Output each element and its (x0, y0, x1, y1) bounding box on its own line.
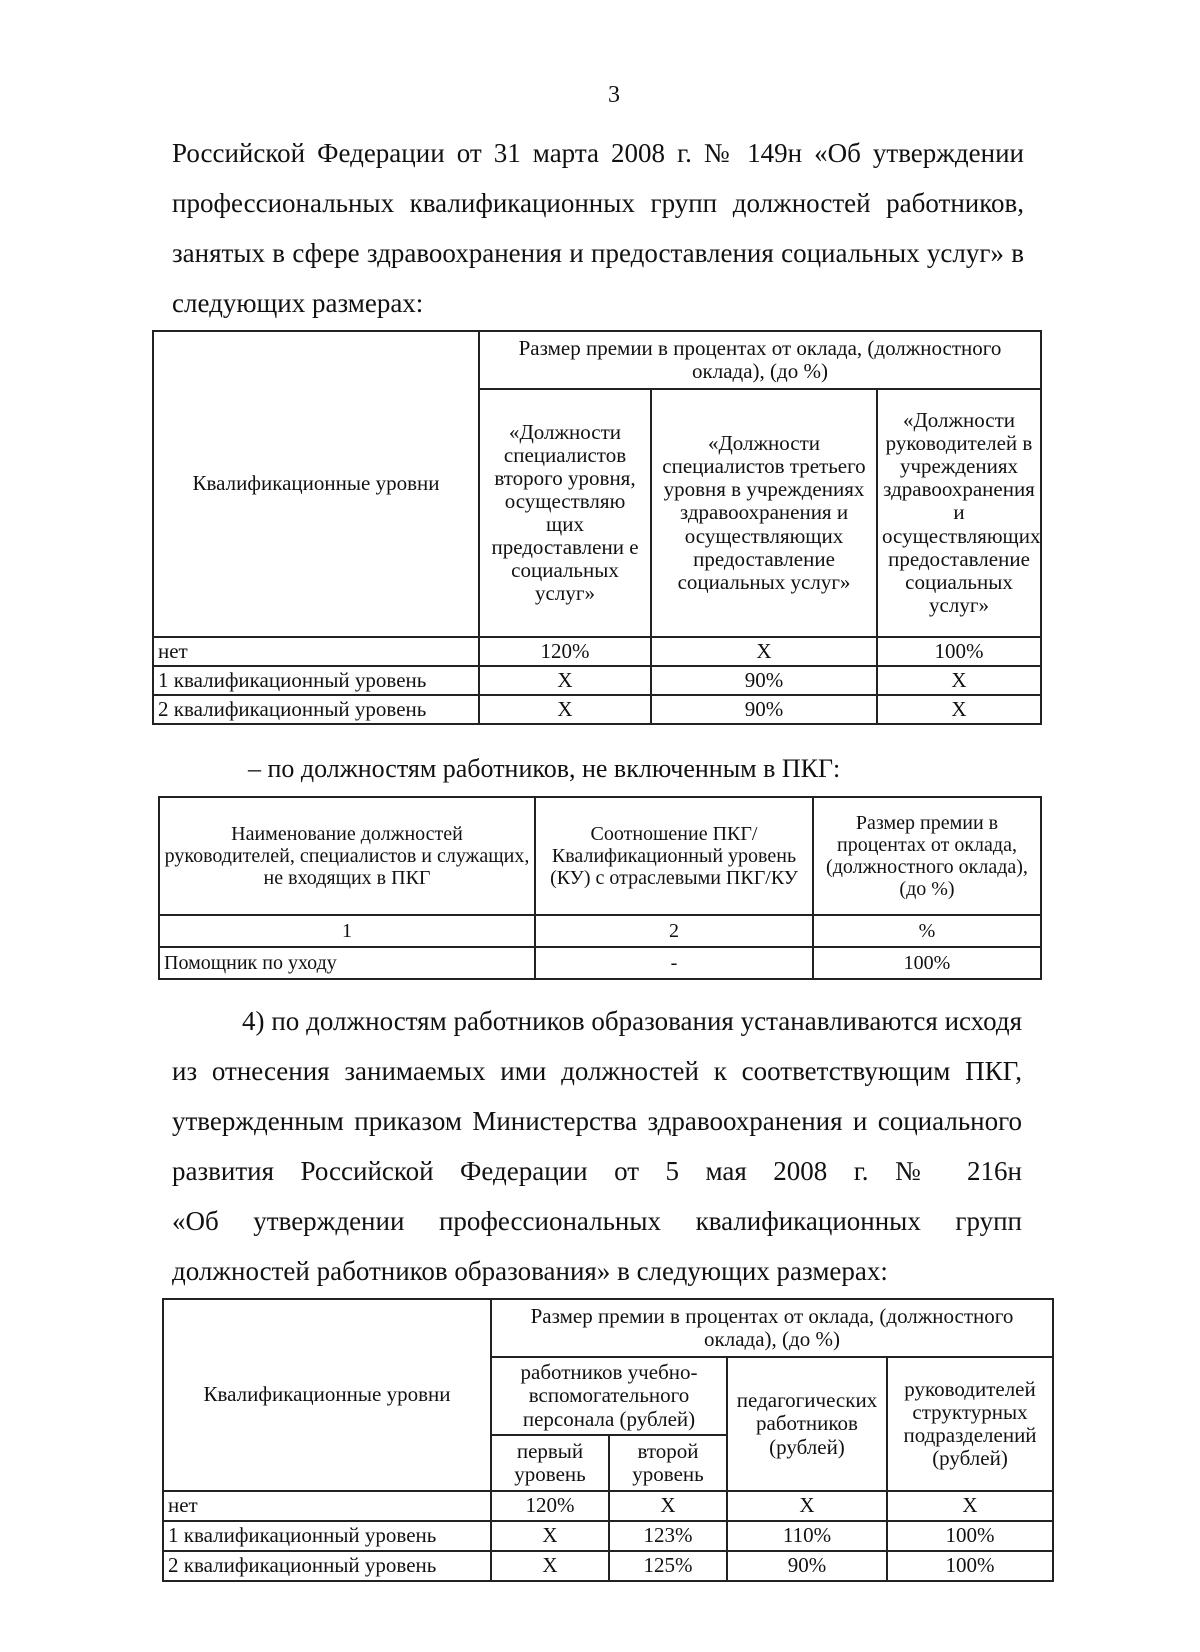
value-cell: X (491, 1551, 609, 1581)
para4-line: развития Российской Федерации от 5 мая 2008 г. № 216н (172, 1156, 1022, 1186)
value-cell: 100% (877, 637, 1041, 666)
ratio-header: Соотношение ПКГ/Квалификационный уровень (КУ) с отраслевыми ПКГ/КУ (535, 797, 813, 915)
value-cell: X (479, 695, 651, 724)
table-row (153, 666, 1041, 695)
aux-second-level-header: второй уровень (609, 1435, 727, 1491)
para4-line: из отнесения занимаемых ими должностей к соответствующим ПКГ, (172, 1056, 1022, 1086)
value-cell: X (877, 695, 1041, 724)
table-row (163, 1521, 1053, 1551)
numbering-cell: % (813, 915, 1041, 947)
name-header: Наименование должностей руководителей, специалистов и служащих, не входящих в ПКГ (159, 797, 535, 915)
value-cell: X (479, 666, 651, 695)
table-row (163, 1551, 1053, 1581)
intro-paragraph (172, 128, 1024, 328)
value-cell: 100% (887, 1521, 1053, 1551)
intro-line: Российской Федерации от 31 марта 2008 г. № 149н «Об утверждении (172, 138, 1024, 168)
table-row (163, 1491, 1053, 1521)
value-cell: X (877, 666, 1041, 695)
value-cell: X (727, 1491, 887, 1521)
col-header: «Должности специалистов второго уровня, осуществляю щих предоставлени е социальных услуг» (479, 389, 651, 637)
value-cell: 90% (651, 695, 877, 724)
table-row (153, 695, 1041, 724)
numbering-cell: 1 (159, 915, 535, 947)
intro-line: занятых в сфере здравоохранения и предоставления социальных услуг» в (172, 238, 1024, 268)
value-cell: 120% (491, 1491, 609, 1521)
col-header: «Должности руководителей в учреждениях здравоохранения и осуществляющих предоставление социальных услуг» (877, 389, 1041, 637)
value-cell: X (609, 1491, 727, 1521)
value-cell: X (491, 1521, 609, 1551)
group-header: Размер премии в процентах от оклада, (должностного оклада), (до %) (479, 331, 1041, 389)
unit-heads-header: руководителей структурных подразделений (рублей) (887, 1357, 1053, 1491)
para4-line: утвержденным приказом Министерства здравоохранения и социального (172, 1106, 1022, 1136)
aux-staff-header: работников учебно-вспомогательного персонала (рублей) (491, 1357, 727, 1435)
value-cell: 100% (887, 1551, 1053, 1581)
non-pkg-heading: – по должностям работников, не включенным в ПКГ: (248, 754, 841, 783)
level-cell: нет (153, 637, 479, 666)
education-paragraph (172, 996, 1022, 1296)
group-header: Размер премии в процентах от оклада, (должностного оклада), (до %) (491, 1299, 1053, 1357)
value-cell: 90% (651, 666, 877, 695)
teachers-header: педагогических работников (рублей) (727, 1357, 887, 1491)
level-cell: 1 квалификационный уровень (163, 1521, 491, 1551)
value-cell: 123% (609, 1521, 727, 1551)
value-cell: X (651, 637, 877, 666)
level-header: Квалификационные уровни (153, 331, 479, 637)
intro-line: следующих размерах: (172, 288, 424, 318)
table-row (159, 947, 1041, 979)
position-name-cell: Помощник по уходу (159, 947, 535, 979)
table-row (153, 637, 1041, 666)
value-cell: X (887, 1491, 1053, 1521)
para4-line: «Об утверждении профессиональных квалификационных групп (172, 1206, 1022, 1236)
col-header: «Должности специалистов третьего уровня в учреждениях здравоохранения и осуществляющих предоставление социальных услуг» (651, 389, 877, 637)
value-header: Размер премии в процентах от оклада, (должностного оклада), (до %) (813, 797, 1041, 915)
level-cell: нет (163, 1491, 491, 1521)
value-cell: 100% (813, 947, 1041, 979)
education-premium-table (162, 1298, 1054, 1582)
value-cell: 90% (727, 1551, 887, 1581)
value-cell: 125% (609, 1551, 727, 1581)
level-header: Квалификационные уровни (163, 1299, 491, 1491)
value-cell: 120% (479, 637, 651, 666)
numbering-row (159, 915, 1041, 947)
intro-line: профессиональных квалификационных групп должностей работников, (172, 188, 1024, 218)
numbering-cell: 2 (535, 915, 813, 947)
page-number: 3 (608, 82, 620, 108)
para4-line: должностей работников образования» в следующих размерах: (172, 1256, 888, 1286)
level-cell: 2 квалификационный уровень (163, 1551, 491, 1581)
level-cell: 2 квалификационный уровень (153, 695, 479, 724)
value-cell: 110% (727, 1521, 887, 1551)
health-premium-table (152, 330, 1042, 725)
ratio-cell: - (535, 947, 813, 979)
non-pkg-table (158, 796, 1042, 980)
aux-first-level-header: первый уровень (491, 1435, 609, 1491)
level-cell: 1 квалификационный уровень (153, 666, 479, 695)
para4-line: 4) по должностям работников образования устанавливаются исходя (242, 1006, 1022, 1036)
